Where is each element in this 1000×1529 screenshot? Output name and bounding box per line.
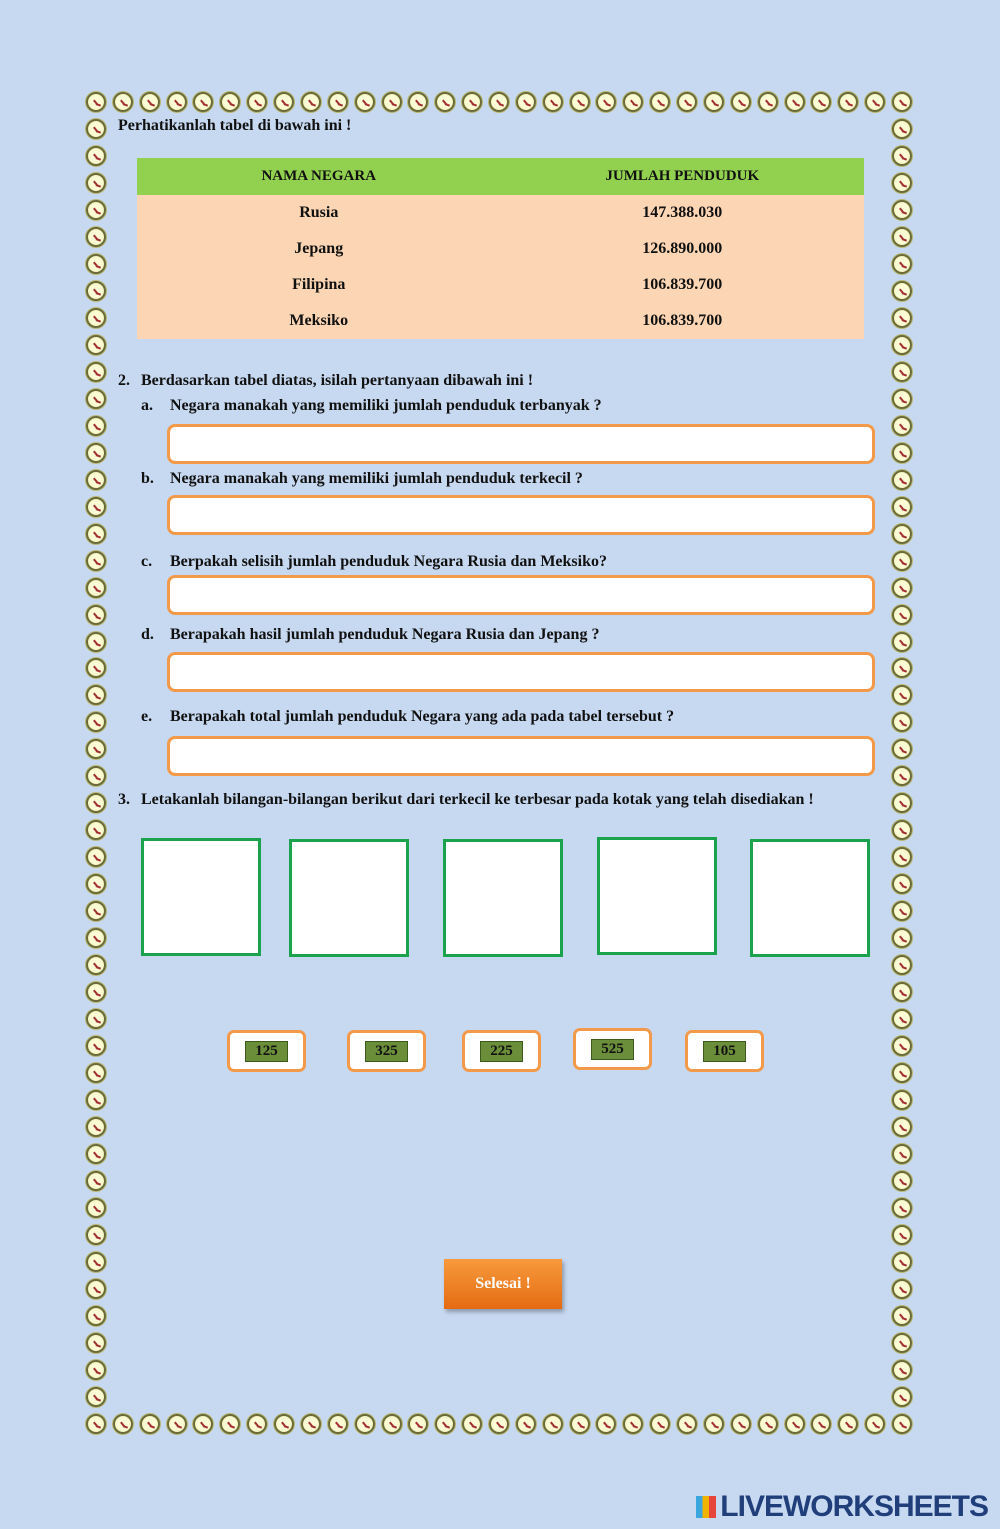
number-tile[interactable] xyxy=(462,1030,541,1072)
clock-icon xyxy=(301,92,321,112)
tile-value: 105 xyxy=(703,1041,746,1062)
clock-icon xyxy=(86,928,106,948)
clock-icon xyxy=(892,1333,912,1353)
cell-population: 106.839.700 xyxy=(501,267,865,303)
clock-icon xyxy=(489,92,509,112)
clock-icon xyxy=(220,1414,240,1434)
clock-icon xyxy=(892,1090,912,1110)
q2-text: Berdasarkan tabel diatas, isilah pertanyaan dibawah ini ! xyxy=(141,372,534,389)
clock-icon xyxy=(86,1414,106,1434)
clock-icon xyxy=(86,658,106,678)
clock-icon xyxy=(892,119,912,139)
clock-icon xyxy=(650,92,670,112)
finish-button[interactable]: Selesai ! xyxy=(444,1259,562,1309)
clock-icon xyxy=(86,578,106,598)
header-population: JUMLAH PENDUDUK xyxy=(501,158,865,195)
q2d-text: Berapakah hasil jumlah penduduk Negara Rusia dan Jepang ? xyxy=(170,626,600,643)
clock-icon xyxy=(355,92,375,112)
clock-icon xyxy=(758,1414,778,1434)
clock-icon xyxy=(86,146,106,166)
clock-icon xyxy=(892,982,912,1002)
clock-icon xyxy=(892,1198,912,1218)
clock-icon xyxy=(892,874,912,894)
clock-icon xyxy=(758,92,778,112)
clock-icon xyxy=(86,281,106,301)
clock-icon xyxy=(462,92,482,112)
clock-icon xyxy=(543,1414,563,1434)
clock-icon xyxy=(86,1252,106,1272)
clock-icon xyxy=(328,92,348,112)
clock-icon xyxy=(892,92,912,112)
clock-icon xyxy=(892,578,912,598)
clock-icon xyxy=(167,1414,187,1434)
clock-icon xyxy=(86,389,106,409)
q2a-letter: a. xyxy=(141,397,153,414)
clock-icon xyxy=(86,1090,106,1110)
table-row xyxy=(137,303,864,339)
clock-icon xyxy=(86,1279,106,1299)
clock-icon xyxy=(86,173,106,193)
clock-icon xyxy=(892,1171,912,1191)
clock-icon xyxy=(892,1414,912,1434)
clock-icon xyxy=(892,200,912,220)
clock-icon xyxy=(892,308,912,328)
clock-icon xyxy=(892,416,912,436)
clock-icon xyxy=(892,335,912,355)
answer-a-input[interactable] xyxy=(167,424,875,464)
clock-icon xyxy=(86,524,106,544)
clock-icon xyxy=(462,1414,482,1434)
clock-icon xyxy=(140,1414,160,1434)
clock-icon xyxy=(86,1117,106,1137)
header-country: NAMA NEGARA xyxy=(137,158,501,195)
clock-icon xyxy=(86,874,106,894)
clock-icon xyxy=(785,1414,805,1434)
clock-icon xyxy=(677,1414,697,1434)
clock-icon xyxy=(86,901,106,921)
cell-population: 147.388.030 xyxy=(501,195,865,231)
clock-icon xyxy=(113,92,133,112)
number-tile[interactable] xyxy=(227,1030,306,1072)
clock-icon xyxy=(247,92,267,112)
clock-icon xyxy=(892,1360,912,1380)
clock-icon xyxy=(193,1414,213,1434)
table-header-row xyxy=(137,158,864,195)
number-tile[interactable] xyxy=(347,1030,426,1072)
drop-box-1[interactable] xyxy=(141,838,261,956)
clock-icon xyxy=(838,1414,858,1434)
clock-icon xyxy=(382,1414,402,1434)
clock-icon xyxy=(731,1414,751,1434)
clock-icon xyxy=(86,766,106,786)
clock-icon xyxy=(704,1414,724,1434)
clock-icon xyxy=(892,793,912,813)
clock-icon xyxy=(86,739,106,759)
clock-icon xyxy=(892,685,912,705)
q2b-letter: b. xyxy=(141,470,154,487)
clock-icon xyxy=(892,1036,912,1056)
clock-icon xyxy=(220,92,240,112)
clock-icon xyxy=(865,1414,885,1434)
clock-icon xyxy=(516,92,536,112)
clock-icon xyxy=(301,1414,321,1434)
tile-value: 225 xyxy=(480,1041,523,1062)
clock-icon xyxy=(892,497,912,517)
intro-heading: Perhatikanlah tabel di bawah ini ! xyxy=(118,117,352,134)
q2e-letter: e. xyxy=(141,708,153,725)
clock-icon xyxy=(86,1333,106,1353)
tile-value: 325 xyxy=(365,1041,408,1062)
answer-b-input[interactable] xyxy=(167,495,875,535)
q2c-letter: c. xyxy=(141,553,153,570)
q2c-text: Berpakah selisih jumlah penduduk Negara Rusia dan Meksiko? xyxy=(170,553,607,570)
cell-country: Filipina xyxy=(137,267,501,303)
liveworksheets-brand[interactable] xyxy=(696,1490,988,1524)
clock-icon xyxy=(623,1414,643,1434)
clock-icon xyxy=(355,1414,375,1434)
clock-icon xyxy=(570,92,590,112)
clock-icon xyxy=(435,92,455,112)
cell-population: 126.890.000 xyxy=(501,231,865,267)
clock-icon xyxy=(408,1414,428,1434)
table-row xyxy=(137,231,864,267)
clock-icon xyxy=(408,92,428,112)
q2a-text: Negara manakah yang memiliki jumlah penduduk terbanyak ? xyxy=(170,397,602,414)
clock-icon xyxy=(892,551,912,571)
clock-icon xyxy=(892,146,912,166)
clock-icon xyxy=(892,847,912,867)
clock-icon xyxy=(892,443,912,463)
clock-icon xyxy=(86,1144,106,1164)
clock-icon xyxy=(892,928,912,948)
drop-box-5[interactable] xyxy=(750,839,870,957)
clock-icon xyxy=(811,92,831,112)
clock-icon xyxy=(382,92,402,112)
q2b-text: Negara manakah yang memiliki jumlah penduduk terkecil ? xyxy=(170,470,583,487)
clock-icon xyxy=(86,1171,106,1191)
clock-icon xyxy=(892,470,912,490)
clock-icon xyxy=(892,1225,912,1245)
clock-icon xyxy=(86,362,106,382)
clock-icon xyxy=(892,227,912,247)
clock-icon xyxy=(86,1036,106,1056)
number-tile[interactable] xyxy=(685,1030,764,1072)
clock-icon xyxy=(86,308,106,328)
clock-icon xyxy=(892,1252,912,1272)
q2e-text: Berapakah total jumlah penduduk Negara yang ada pada tabel tersebut ? xyxy=(170,708,675,725)
clock-icon xyxy=(892,658,912,678)
q3-number: 3. xyxy=(118,791,130,808)
clock-icon xyxy=(86,1360,106,1380)
clock-icon xyxy=(892,362,912,382)
clock-icon xyxy=(274,1414,294,1434)
table-row xyxy=(137,195,864,231)
clock-icon xyxy=(785,92,805,112)
clock-icon xyxy=(892,901,912,921)
clock-icon xyxy=(435,1414,455,1434)
clock-icon xyxy=(86,1063,106,1083)
clock-icon xyxy=(274,92,294,112)
clock-icon xyxy=(892,1387,912,1407)
clock-icon xyxy=(86,1387,106,1407)
clock-icon xyxy=(86,1225,106,1245)
clock-icon xyxy=(650,1414,670,1434)
clock-icon xyxy=(892,1279,912,1299)
clock-icon xyxy=(892,1063,912,1083)
table-row xyxy=(137,267,864,303)
q3-text: Letakanlah bilangan-bilangan berikut dari terkecil ke terbesar pada kotak yang telah disediakan ! xyxy=(141,791,814,808)
answer-c-input[interactable] xyxy=(167,575,875,615)
clock-icon xyxy=(838,92,858,112)
clock-icon xyxy=(328,1414,348,1434)
answer-e-input[interactable] xyxy=(167,736,875,776)
answer-d-input[interactable] xyxy=(167,652,875,692)
clock-icon xyxy=(677,92,697,112)
clock-icon xyxy=(86,605,106,625)
cell-country: Jepang xyxy=(137,231,501,267)
brand-text: LIVEWORKSHEETS xyxy=(720,1490,988,1523)
q2-number: 2. xyxy=(118,372,130,389)
clock-icon xyxy=(113,1414,133,1434)
tile-value: 125 xyxy=(245,1041,288,1062)
clock-icon xyxy=(596,1414,616,1434)
clock-icon xyxy=(86,632,106,652)
clock-icon xyxy=(543,92,563,112)
clock-icon xyxy=(623,92,643,112)
drop-box-2[interactable] xyxy=(289,839,409,957)
clock-icon xyxy=(892,820,912,840)
clock-icon xyxy=(892,173,912,193)
tile-value: 525 xyxy=(591,1039,634,1060)
clock-icon xyxy=(86,1198,106,1218)
clock-icon xyxy=(167,92,187,112)
clock-icon xyxy=(86,416,106,436)
clock-icon xyxy=(892,739,912,759)
clock-icon xyxy=(516,1414,536,1434)
clock-icon xyxy=(86,200,106,220)
clock-icon xyxy=(811,1414,831,1434)
clock-icon xyxy=(86,551,106,571)
clock-icon xyxy=(86,227,106,247)
clock-icon xyxy=(86,254,106,274)
clock-icon xyxy=(86,470,106,490)
clock-icon xyxy=(570,1414,590,1434)
clock-icon xyxy=(892,1306,912,1326)
clock-icon xyxy=(86,119,106,139)
clock-icon xyxy=(86,92,106,112)
clock-icon xyxy=(704,92,724,112)
clock-icon xyxy=(892,1009,912,1029)
clock-icon xyxy=(892,632,912,652)
clock-icon xyxy=(86,847,106,867)
clock-icon xyxy=(596,92,616,112)
clock-icon xyxy=(247,1414,267,1434)
clock-icon xyxy=(140,92,160,112)
clock-icon xyxy=(865,92,885,112)
number-tile[interactable] xyxy=(573,1028,652,1070)
population-table xyxy=(137,158,864,339)
clock-icon xyxy=(86,793,106,813)
drop-box-4[interactable] xyxy=(597,837,717,955)
clock-icon xyxy=(489,1414,509,1434)
drop-box-3[interactable] xyxy=(443,839,563,957)
clock-icon xyxy=(892,1144,912,1164)
q2d-letter: d. xyxy=(141,626,154,643)
liveworksheets-logo-icon xyxy=(696,1496,716,1518)
clock-icon xyxy=(892,766,912,786)
clock-icon xyxy=(892,281,912,301)
clock-icon xyxy=(892,605,912,625)
clock-icon xyxy=(86,497,106,517)
clock-icon xyxy=(86,685,106,705)
clock-icon xyxy=(86,820,106,840)
cell-country: Meksiko xyxy=(137,303,501,339)
clock-icon xyxy=(86,335,106,355)
clock-icon xyxy=(892,712,912,732)
clock-icon xyxy=(892,524,912,544)
clock-icon xyxy=(892,254,912,274)
clock-icon xyxy=(86,955,106,975)
clock-icon xyxy=(86,1306,106,1326)
clock-icon xyxy=(86,982,106,1002)
clock-icon xyxy=(86,712,106,732)
clock-icon xyxy=(86,1009,106,1029)
clock-icon xyxy=(892,389,912,409)
cell-country: Rusia xyxy=(137,195,501,231)
clock-icon xyxy=(892,955,912,975)
clock-icon xyxy=(892,1117,912,1137)
cell-population: 106.839.700 xyxy=(501,303,865,339)
clock-icon xyxy=(193,92,213,112)
clock-icon xyxy=(86,443,106,463)
clock-icon xyxy=(731,92,751,112)
